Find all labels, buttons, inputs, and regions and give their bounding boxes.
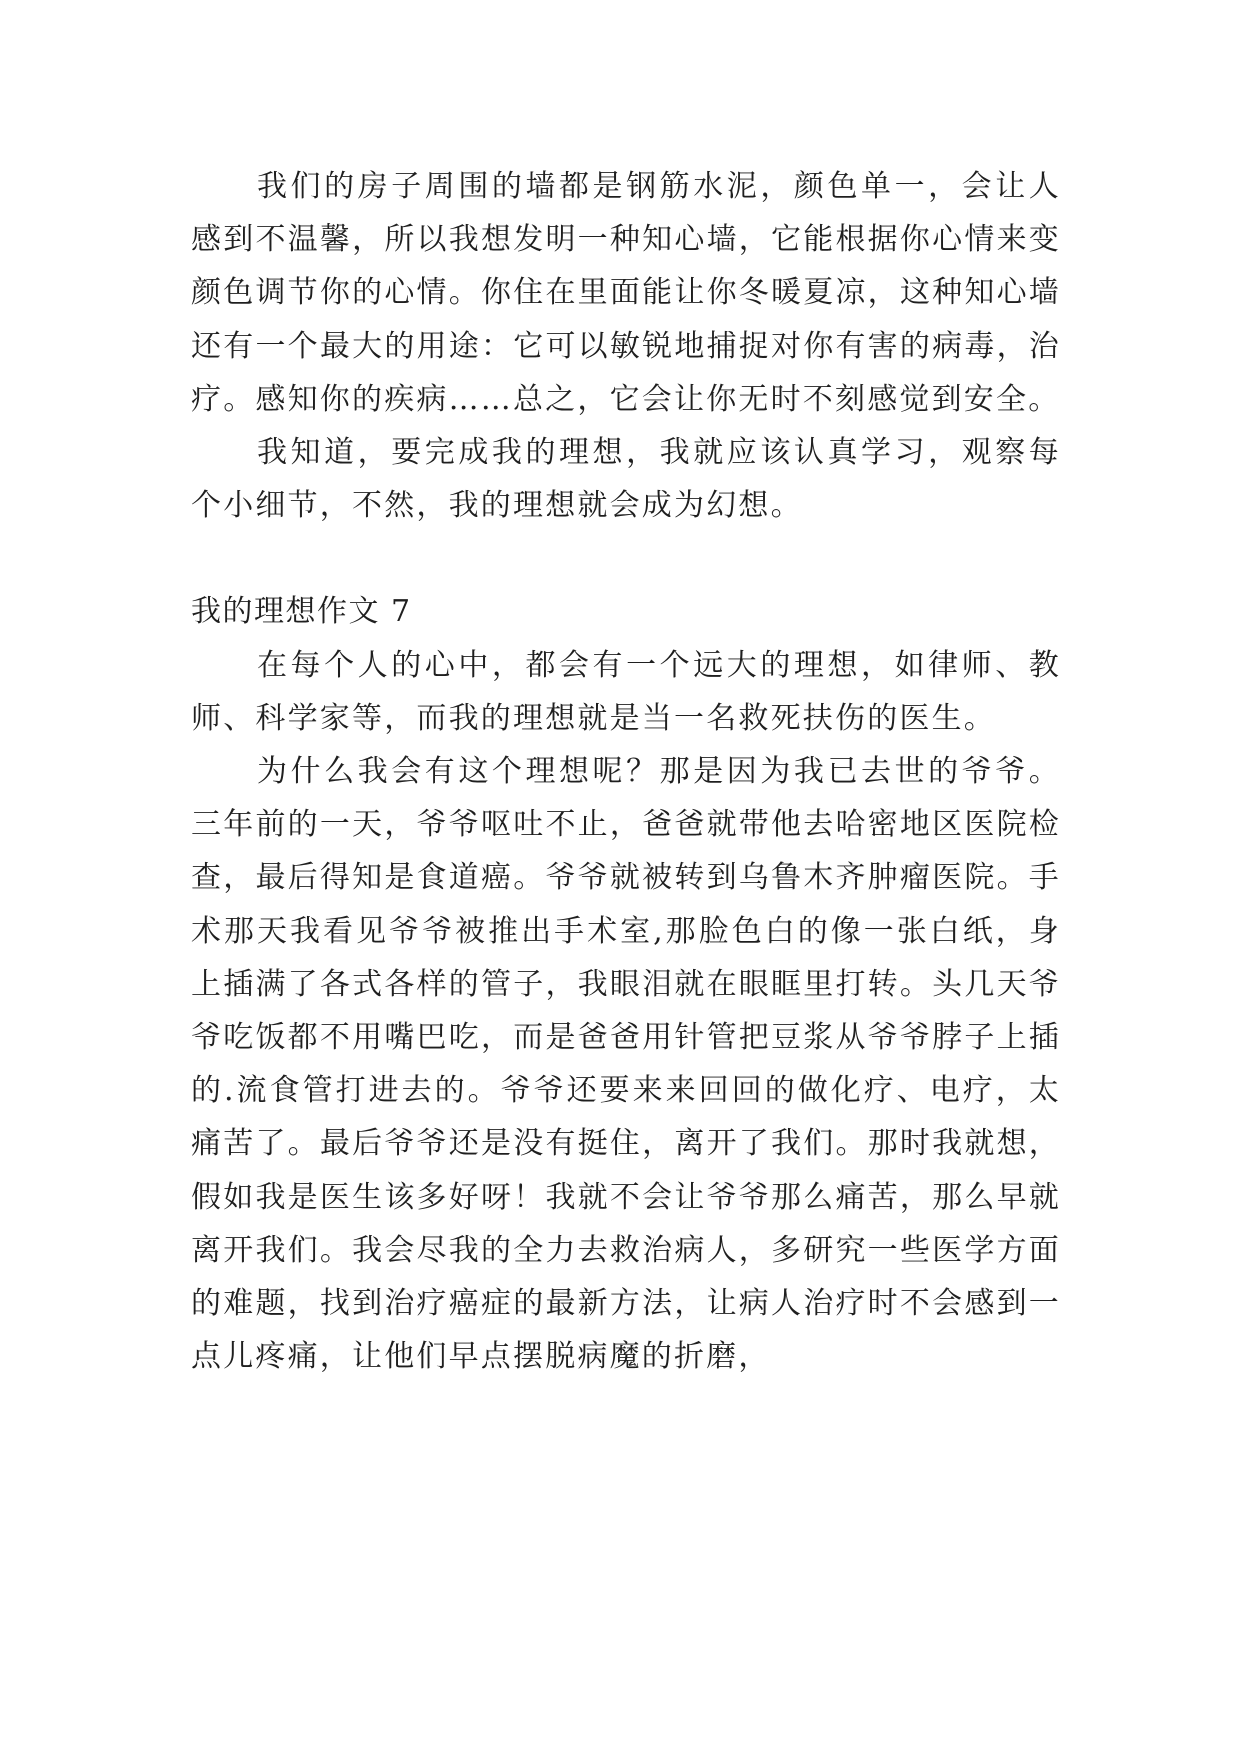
paragraph-study-hard: 我知道，要完成我的理想，我就应该认真学习，观察每个小细节，不然，我的理想就会成为幻想。 <box>191 435 1061 524</box>
section-spacer <box>191 532 1061 585</box>
paragraph-wall-invention: 我们的房子周围的墙都是钢筋水泥，颜色单一，会让人感到不温馨，所以我想发明一种知心墙，它能根据你心情来变颜色调节你的心情。你住在里面能让你冬暖夏凉，这种知心墙还有一个最大的用途：它可以敏锐地捕捉对你有害的病毒，治疗。感知你的疾病……总之，它会让你无时不刻感觉到安全。 <box>191 169 1061 417</box>
paragraph-grandfather-story: 为什么我会有这个理想呢？那是因为我已去世的爷爷。三年前的一天，爷爷呕吐不止，爸爸就带他去哈密地区医院检查，最后得知是食道癌。爷爷就被转到乌鲁木齐肿瘤医院。手术那天我看见爷爷被推出手术室,那脸色白的像一张白纸，身上插满了各式各样的管子，我眼泪就在眼眶里打转。头几天爷爷吃饭都不用嘴巴吃，而是爸爸用针管把豆浆从爷爷脖子上插的.流食管打进去的。爷爷还要来来回回的做化疗、电疗，太痛苦了。最后爷爷还是没有挺住，离开了我们。那时我就想，假如我是医生该多好呀！我就不会让爷爷那么痛苦，那么早就离开我们。我会尽我的全力去救治病人，多研究一些医学方面的难题，找到治疗癌症的最新方法，让病人治疗时不会感到一点儿疼痛，让他们早点摆脱病魔的折磨， <box>191 754 1061 1375</box>
section-title: 我的理想作文 7 <box>191 594 412 630</box>
paragraph-ideal-doctor: 在每个人的心中，都会有一个远大的理想，如律师、教师、科学家等，而我的理想就是当一名救死扶伤的医生。 <box>191 647 1061 736</box>
document-body <box>191 160 1061 1383</box>
